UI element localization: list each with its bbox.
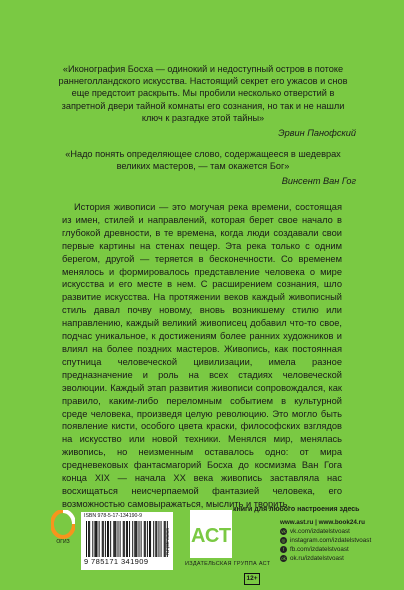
barcode-number: 9 785171 341909 [84,557,149,566]
ogiz-logo-label: ОГИЗ [56,539,70,544]
social-facebook[interactable]: f fb.com/izdatelstvoast [280,545,371,554]
ast-logo-icon [190,510,232,558]
ogiz-logo-icon [51,510,75,544]
isbn-label: ISBN 978-5-17-134190-9 [84,513,142,519]
ast-logo-label: АСТ [190,525,232,547]
social-ok[interactable]: ok ok.ru/izdatelstvoast [281,555,344,562]
instagram-icon: ◎ [281,538,286,543]
barcode-icon [86,521,168,557]
ok-icon: ok [281,556,286,561]
tagline: книги для любого настроения здесь [233,506,360,513]
social-vk[interactable]: vk vk.com/izdatelstvoast [281,528,350,535]
quote-author: Эрвин Панофский [278,128,356,139]
publisher-subtitle: ИЗДАТЕЛЬСКАЯ ГРУППА АСТ [185,561,271,567]
age-rating-badge: 12+ [244,573,260,585]
facebook-icon: f [280,546,287,553]
social-instagram[interactable]: ◎ instagram.com/izdatelstvoast [281,537,372,544]
website-links[interactable]: www.ast.ru | www.book24.ru [280,519,365,526]
quote-text: «Надо понять определяющее слово, содержащееся в шедеврах великих мастеров, — там окажется Бог» [65,149,341,172]
vertical-url: www.ast.ru [164,528,170,555]
vk-icon: vk [281,529,286,534]
quote-author: Винсент Ван Гог [281,176,356,187]
quote-panofsky [50,63,356,139]
annotation-paragraph: История живописи — это могучая река времени, состоящая из имен, стилей и направлений, которая берет свое начало в глубокой древности, в те времена, когда люди создавали свои первые картины на стенах пещер. Эта река только с одним берегом, другой — теряется в бесконечности. Со временем менялось и формировалось представление человека о мире искусства и его месте в нем. С расширением сознания, шло развитие искусства. На протяжении веков каждый живописный стиль давал почву новому, вновь возникшему стилю или направлению, каждый великий живописец добавил что-то свое, подчас уникальное, к достижениям более ранних художников и влиял на более поздних мастеров. Живопись, как постоянная спутница человеческой цивилизации, имела разное предназначение и роль на всех стадиях человеческой эволюции. Каждый этап развития живописи сопровождался, как правило, каким-либо переломным событием в культурной среде человека, произведя целую революцию. Это могло быть появление кисти, особого цвета краски, философских взглядов на искусство или новой техники. Менялся мир, менялась живопись, но неизменным оставалось одно: от мира средневековых фантасмагорий Босха до космизма Ван Гога конца XIX — начала XX века живопись заставляла нас восхищаться неисчерпаемой фантазией человека, его возможностью самовыражаться, мыслить и творить. [62,202,342,509]
quote-van-gogh [50,148,356,188]
publisher-links [280,518,371,563]
quote-text: «Иконография Босха — одинокий и недоступный остров в потоке раннеголландского искусства. Настоящий секрет его ужасов и снов еще предстоит раскрыть. Мы пробили несколько отверстий в запретной двери тайной комнаты его сознания, но так и не нашли ключ к разгадке этой тайны» [58,64,348,123]
annotation-text [62,201,342,511]
